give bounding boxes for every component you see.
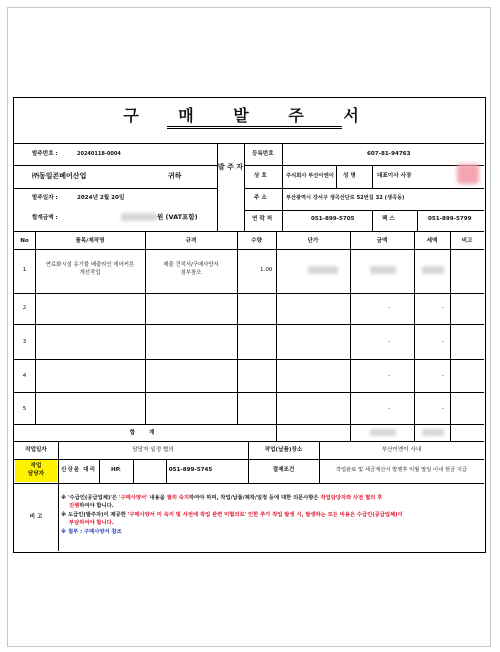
rule <box>244 188 484 189</box>
rule <box>244 210 484 211</box>
row-tax-dash: - <box>442 406 445 412</box>
rule <box>14 188 217 189</box>
manager-label-1: 작업 <box>30 463 42 469</box>
row-1-no: 1 <box>22 267 27 273</box>
rule <box>58 441 59 551</box>
rule <box>350 231 351 441</box>
row-amount-dash: - <box>388 339 391 345</box>
total-suffix: 원 (VAT포함) <box>157 213 198 221</box>
place: 부산이엔이 사내 <box>381 447 422 453</box>
company-seal <box>457 164 479 184</box>
rule <box>450 231 451 441</box>
rule <box>14 459 484 460</box>
note-1-emph: '구매사양서' <box>118 495 148 501</box>
manager-name: 신상윤 대리 <box>61 467 96 473</box>
rule <box>372 210 373 231</box>
rule <box>14 483 484 484</box>
note-1-part: ※ '수급인(공급업체)'은 <box>61 495 119 501</box>
row-1-spec-line1: 제출 견적서/구매사양서 <box>163 262 219 268</box>
redacted-sum-tax <box>422 429 444 436</box>
sum-label: 합 계 <box>129 430 161 436</box>
name-label: 성 명 <box>343 173 356 179</box>
buyer-name: ㈜동일콘베어산업 <box>32 172 87 180</box>
title-underline <box>167 126 342 127</box>
note-1-part: 하여야 합니다. <box>79 503 114 509</box>
company-label: 상 호 <box>254 173 267 179</box>
col-header-unit-price: 단가 <box>307 238 319 244</box>
reg-no-label: 등록번호 <box>252 151 274 157</box>
order-date: 2024년 2월 20일 <box>77 195 125 201</box>
rule <box>417 210 418 231</box>
rule <box>35 231 36 424</box>
rule <box>414 231 415 441</box>
rule <box>372 165 373 188</box>
row-no: 2 <box>22 305 27 311</box>
col-header-spec: 규격 <box>185 238 197 244</box>
rule <box>276 231 277 441</box>
note-1-cont <box>69 503 114 510</box>
order-no-label: 발주번호 : <box>32 151 58 157</box>
place-label: 작업(납품)장소 <box>264 447 303 453</box>
manager-label-2: 담당자 <box>27 471 45 477</box>
note-2-emph: '구매사양서 미 숙지 및 사전에 작업 관련 미협의로' 인한 추가 작업 발생 시, 발생하는 모든 비용은 수급인(공급업체)이 <box>127 512 403 518</box>
hp-number: 051-899-5745 <box>168 467 213 473</box>
row-amount-dash: - <box>388 406 391 412</box>
rule <box>244 143 245 231</box>
rule <box>336 165 337 188</box>
rule <box>237 231 238 424</box>
payment-terms: 작업완료 및 세금계산서 발행후 익월 말일 이내 현금 지급 <box>335 467 468 473</box>
phone-label: 연 락 처 <box>252 216 273 222</box>
address: 부산광역시 강서구 생곡산단로 52번길 32 (생곡동) <box>286 195 405 201</box>
note-2-cont <box>69 520 114 527</box>
rule <box>14 143 484 144</box>
order-date-label: 발주일자 : <box>32 195 58 201</box>
ceo-name: 대표이사 사장 <box>377 173 412 179</box>
col-header-amount: 금액 <box>376 238 388 244</box>
rule <box>14 441 484 442</box>
row-tax-dash: - <box>442 373 445 379</box>
document-title: 구 매 발 주 서 <box>123 106 376 125</box>
col-header-no: No <box>20 238 29 244</box>
address-label: 주 소 <box>254 195 267 201</box>
redacted-unit-price <box>308 266 338 274</box>
total-label: 합계금액 : <box>32 215 58 221</box>
row-1-item-line1: 연료화시설 유기물 배출라인 에어커튼 <box>45 262 135 268</box>
note-1-emph: 작업담당자와 사전 협의 후 <box>320 495 383 501</box>
row-1-spec-line2: 첨부참조 <box>180 270 202 276</box>
note-1-emph: 필히 숙지 <box>166 495 190 501</box>
company-name: 주식회사 부산이엔이 <box>286 173 334 179</box>
fax: 051-899-5799 <box>428 216 472 222</box>
note-2-emph: 부담하여야 합니다. <box>69 520 114 526</box>
phone: 051-899-5705 <box>311 216 355 222</box>
row-no: 4 <box>22 373 27 379</box>
redacted-amount <box>370 266 396 274</box>
row-1-qty: 1.00 <box>260 267 273 273</box>
note-1 <box>61 495 382 502</box>
redacted-sum-amount <box>370 429 396 436</box>
row-1-item-line2: 개선작업 <box>79 270 101 276</box>
row-tax-dash: - <box>442 305 445 311</box>
col-header-item: 품목/제작명 <box>75 238 105 244</box>
title-underline-2 <box>167 128 342 129</box>
payment-label: 결제조건 <box>272 467 295 473</box>
row-amount-dash: - <box>388 305 391 311</box>
rule <box>14 165 217 166</box>
row-tax-dash: - <box>442 339 445 345</box>
honorific: 귀하 <box>168 172 182 180</box>
period: 담당자 일정 협의 <box>132 447 174 453</box>
hp-label: HP. <box>111 467 121 473</box>
order-no: 20240118-0004 <box>77 151 121 157</box>
rule <box>282 143 283 231</box>
note-1-emph: 진행 <box>69 503 80 509</box>
note-2-part: ※ 도급인(발주자)이 제공한 <box>61 512 128 518</box>
rule <box>145 231 146 424</box>
purchase-order-document <box>13 97 486 553</box>
col-header-note: 비고 <box>461 238 473 244</box>
row-no: 5 <box>22 406 27 412</box>
redacted-total <box>121 213 157 221</box>
note-3: ※ 첨부 : 구매사양서 참조 <box>61 529 122 535</box>
col-header-tax: 세액 <box>426 238 438 244</box>
issuer-label: 발 주 자 <box>217 163 244 171</box>
note-1-part: 하여야 하며, 작업/납품/제작/일정 등에 대한 의문사항은 <box>189 495 321 501</box>
note-2 <box>61 512 403 519</box>
remarks-label: 비 고 <box>29 514 43 520</box>
period-label: 작업일자 <box>25 447 47 453</box>
note-1-part: 내용을 <box>147 495 167 501</box>
rule <box>244 165 484 166</box>
row-amount-dash: - <box>388 373 391 379</box>
fax-label: 팩 스 <box>382 216 395 222</box>
reg-no: 607-81-94763 <box>367 151 411 157</box>
redacted-tax <box>422 266 444 274</box>
col-header-qty: 수량 <box>251 238 262 244</box>
row-no: 3 <box>22 339 27 345</box>
